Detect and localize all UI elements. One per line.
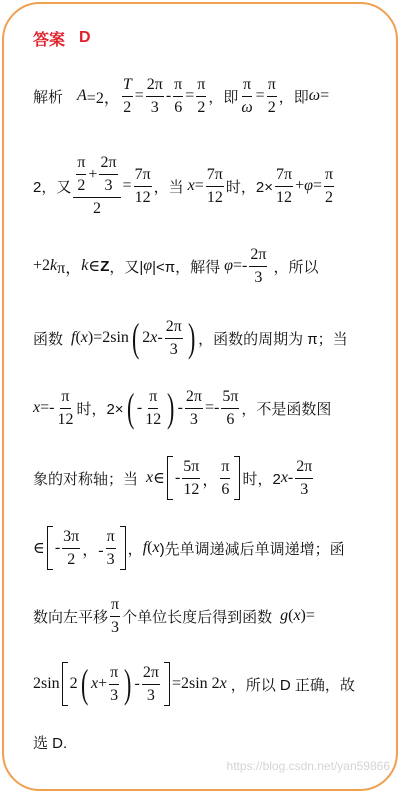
math-token: 3 (110, 686, 119, 704)
math-token: ，所以 D 正确，故 (230, 676, 355, 694)
fraction (110, 594, 120, 639)
math-token: - (287, 469, 294, 486)
math-token: x (80, 329, 88, 346)
fraction (267, 74, 277, 119)
math-token (120, 526, 126, 570)
math-token: π (110, 594, 120, 617)
math-token: - (134, 675, 140, 692)
fraction (324, 164, 334, 209)
math-token: ，即 (208, 88, 239, 106)
analysis-line-2 (33, 150, 336, 222)
math-token: Z (100, 257, 110, 275)
math-token: )先单调递减后单调递增；函 (159, 540, 345, 558)
math-token: π (267, 74, 277, 97)
math-token: ，又| (109, 258, 144, 276)
fraction (142, 662, 160, 707)
analysis-line-7 (33, 518, 345, 578)
math-token: 2sin (33, 675, 60, 692)
math-token: 12 (183, 480, 200, 498)
math-token: ω (308, 87, 321, 104)
fraction (249, 244, 267, 289)
fraction (220, 456, 230, 501)
math-token: 12 (276, 188, 293, 206)
math-token: )=2sin (87, 329, 129, 346)
math-token: ，函数的周期为 π；当 (198, 330, 348, 348)
math-token: 3 (111, 618, 120, 636)
math-token: 2π (185, 386, 203, 409)
math-token: 2 (325, 188, 334, 206)
math-token: π (60, 386, 70, 409)
math-token: ) (167, 385, 175, 430)
math-token (73, 152, 120, 198)
math-token: - (136, 399, 143, 416)
fraction (206, 164, 224, 209)
math-token: 12 (206, 188, 223, 206)
math-token: x (187, 177, 195, 194)
math-token: - (165, 87, 172, 104)
math-token: - (177, 399, 183, 416)
math-token: ( (80, 661, 89, 706)
fraction (99, 152, 117, 197)
math-token: x (293, 607, 301, 624)
math-token: 2 (77, 177, 86, 194)
math-token: ，当 (153, 178, 184, 196)
math-token: 3 (106, 550, 115, 568)
fraction (185, 386, 203, 431)
math-token: 2，又 (33, 178, 72, 196)
fraction (62, 526, 80, 571)
math-token: = (255, 87, 265, 104)
fraction (146, 74, 164, 119)
math-token: 2 (142, 329, 151, 346)
math-token: 时，2× (76, 400, 124, 418)
fraction (165, 316, 183, 361)
math-token: 12 (57, 410, 74, 428)
math-token: 选 D. (33, 734, 68, 752)
math-token (47, 526, 53, 570)
math-token: 6 (174, 98, 183, 116)
math-token: φ (304, 177, 313, 194)
math-token: = (185, 87, 195, 104)
fraction (134, 164, 152, 209)
math-token: 3 (150, 98, 159, 116)
math-token: = (194, 177, 204, 194)
math-token: φ (224, 257, 233, 274)
analysis-line-8 (33, 586, 315, 646)
math-token: 2π (146, 74, 164, 97)
math-token: ( (75, 329, 81, 346)
math-token: x (219, 675, 227, 692)
math-token: 数向左平移 (33, 608, 109, 626)
math-token (62, 662, 68, 706)
fraction (109, 662, 119, 707)
math-token: )= (300, 607, 315, 624)
math-token: 5π (182, 456, 200, 479)
math-token: f (142, 539, 148, 556)
math-token: 2 (267, 98, 276, 116)
math-token: π (106, 526, 116, 549)
math-token: 3 (189, 410, 198, 428)
analysis-line-10 (33, 712, 67, 772)
fraction (295, 456, 313, 501)
math-token: D (79, 29, 91, 46)
math-token: 2π (142, 662, 160, 685)
math-token: = (122, 177, 132, 194)
fraction (240, 74, 253, 119)
math-token: 2 (197, 98, 206, 116)
math-token: k (50, 257, 58, 274)
math-token: + (88, 165, 98, 183)
math-token: ，所以 (273, 258, 319, 276)
math-token: - (174, 469, 181, 486)
math-token: x (146, 469, 154, 486)
math-token: ， (127, 540, 143, 558)
math-token: π (148, 386, 158, 409)
math-token: 3 (169, 340, 178, 358)
math-token: φ (143, 257, 153, 274)
math-token: + (295, 177, 305, 194)
math-token: ， (202, 471, 219, 489)
math-token (164, 662, 170, 706)
math-token: π (109, 662, 119, 685)
math-token: 2π (249, 244, 267, 267)
math-token: 2 (123, 98, 132, 116)
math-token: +2 (33, 257, 51, 274)
math-token: ) (187, 315, 196, 360)
math-token: 2 (67, 550, 76, 568)
math-token: 2π (99, 152, 117, 175)
fraction (275, 164, 293, 209)
compound-fraction (73, 152, 120, 220)
watermark: https://blog.csdn.net/yan59866 (226, 759, 390, 773)
math-token: ，不是函数图 (241, 400, 332, 418)
math-token: π (242, 74, 252, 97)
math-token: ∈ (88, 258, 101, 275)
math-token: k (81, 257, 89, 274)
math-token: 个单位长度后得到函数 (122, 608, 273, 626)
math-token: - (157, 329, 163, 346)
math-token: 2 (92, 200, 101, 217)
math-token: x (91, 675, 99, 692)
math-token: ，即 (278, 88, 309, 106)
math-token: 2π (165, 316, 183, 339)
math-token: 2 (69, 675, 78, 692)
math-token: |<π，解得 (152, 258, 221, 276)
fraction (56, 386, 74, 431)
math-token: 12 (145, 410, 162, 428)
analysis-line-3 (33, 236, 318, 296)
math-token: - (54, 539, 61, 556)
math-token: ∈ (33, 540, 45, 557)
math-token: + (98, 675, 108, 692)
math-token: f (71, 329, 76, 346)
math-token: 12 (134, 188, 151, 206)
math-token: =2， (86, 89, 120, 107)
math-token: 函数 (33, 330, 64, 348)
fraction (221, 386, 239, 431)
math-token: 3 (104, 177, 113, 194)
math-token: =2sin 2 (171, 675, 220, 692)
math-token: ，- (82, 541, 104, 559)
math-token: =- (233, 257, 248, 274)
math-token: π (76, 152, 86, 175)
fraction (196, 74, 206, 119)
fraction (173, 74, 183, 119)
math-token: = (312, 177, 322, 194)
analysis-line-6 (33, 448, 315, 508)
math-token: A (77, 87, 87, 104)
math-token: π (196, 74, 206, 97)
fraction (106, 526, 116, 571)
math-token: =- (204, 399, 220, 416)
math-token: =- (40, 399, 55, 416)
math-token: ( (288, 607, 294, 624)
math-token: 3 (300, 480, 309, 498)
math-token: π， (57, 259, 82, 277)
math-token: 7π (275, 164, 293, 187)
math-token: 3π (62, 526, 80, 549)
math-token: ) (124, 661, 132, 706)
math-token: 时，2× (225, 178, 273, 196)
fraction (182, 456, 200, 501)
math-token: = (134, 87, 144, 104)
math-token: ω (241, 98, 253, 116)
math-token: 3 (254, 268, 263, 286)
math-token: 6 (221, 480, 230, 498)
math-token: ( (131, 315, 140, 360)
math-token: ( (147, 539, 153, 556)
math-token: = (320, 87, 330, 104)
answer-header (33, 8, 91, 68)
math-token: ( (126, 385, 134, 430)
math-token: x (150, 329, 158, 346)
math-token: 答案 (33, 31, 66, 49)
math-token: ∈ (153, 470, 165, 487)
math-token: π (173, 74, 183, 97)
math-token: x (33, 399, 41, 416)
math-token (234, 456, 240, 500)
math-token (167, 456, 173, 500)
math-token: π (220, 456, 230, 479)
analysis-line-1 (33, 66, 329, 126)
fraction (144, 386, 162, 431)
math-token: 7π (134, 164, 152, 187)
math-token: 象的对称轴；当 (33, 470, 139, 488)
math-token: 解析 (33, 88, 64, 106)
analysis-line-5 (33, 378, 331, 438)
math-token: x (280, 469, 288, 486)
math-token: g (280, 607, 289, 624)
math-token: T (122, 74, 133, 97)
math-token: 2π (295, 456, 313, 479)
fraction (76, 152, 86, 197)
math-token: 3 (146, 686, 155, 704)
math-token: 6 (226, 410, 235, 428)
math-token: x (152, 539, 160, 556)
math-token: 7π (206, 164, 224, 187)
math-token: 5π (221, 386, 239, 409)
math-token: π (324, 164, 334, 187)
math-token: 时，2 (242, 470, 281, 488)
analysis-line-9 (33, 654, 355, 714)
analysis-line-4 (33, 308, 348, 368)
fraction (122, 74, 133, 119)
